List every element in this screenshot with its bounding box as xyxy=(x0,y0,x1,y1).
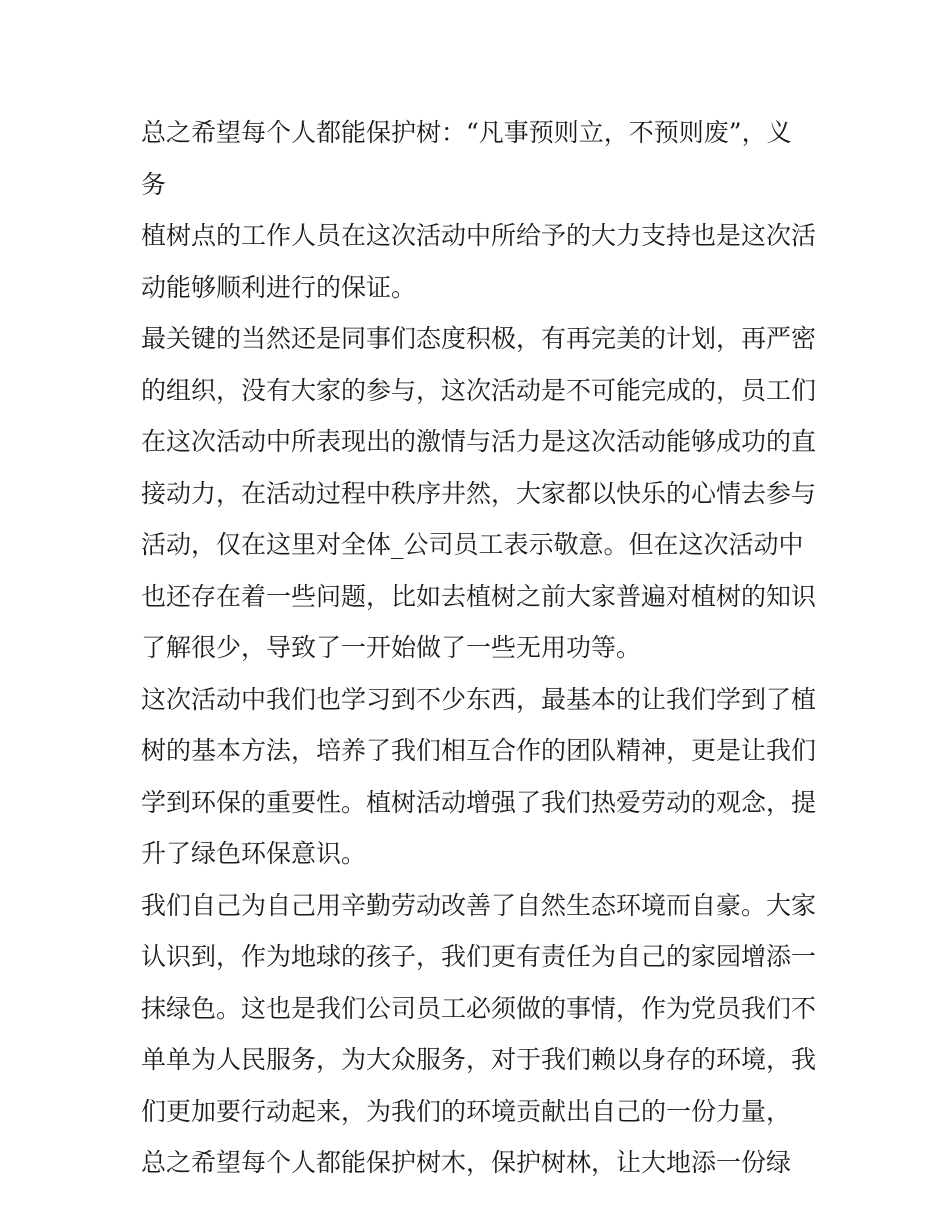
paragraph-2: 最关键的当然还是同事们态度积极，有再完美的计划，再严密 的组织，没有大家的参与，这次活动是不可能完成的，员工们 在这次活动中所表现出的激情与活力是这次活动能够成功的直 接动力，在活动过程中秩序井然，大家都以快乐的心情去参与 活动，仅在这里对全体_公司员工表示敬意。但在这次活动中 也还存在着一些问题，比如去植树之前大家普遍对植树的知识 了解很少，导致了一开始做了一些无用功等。 xyxy=(141,324,817,662)
paragraph-3: 这次活动中我们也学习到不少东西，最基本的让我们学到了植 树的基本方法，培养了我们相互合作的团队精神，更是让我们 学到环保的重要性。植树活动增强了我们热爱劳动的观念，提 升了绿色环保意识。 xyxy=(141,684,817,868)
paragraph-4: 我们自己为自己用辛勤劳动改善了自然生态环境而自豪。大家 认识到，作为地球的孩子，我们更有责任为自己的家园增添一 抹绿色。这也是我们公司员工必须做的事情，作为党员我们不 单单为人民服务，为大众服务，对于我们赖以身存的环境，我 们更加要行动起来，为我们的环境贡献出自己的一份力量， xyxy=(141,890,817,1126)
document-body xyxy=(141,107,816,1189)
paragraph-5: 总之希望每个人都能保护树木，保护树林，让大地添一份绿 xyxy=(141,1148,792,1177)
paragraph-1: 总之希望每个人都能保护树：“凡事预则立，不预则废”，义务 植树点的工作人员在这次活动中所给予的大力支持也是这次活 动能够顺利进行的保证。 xyxy=(141,118,817,302)
